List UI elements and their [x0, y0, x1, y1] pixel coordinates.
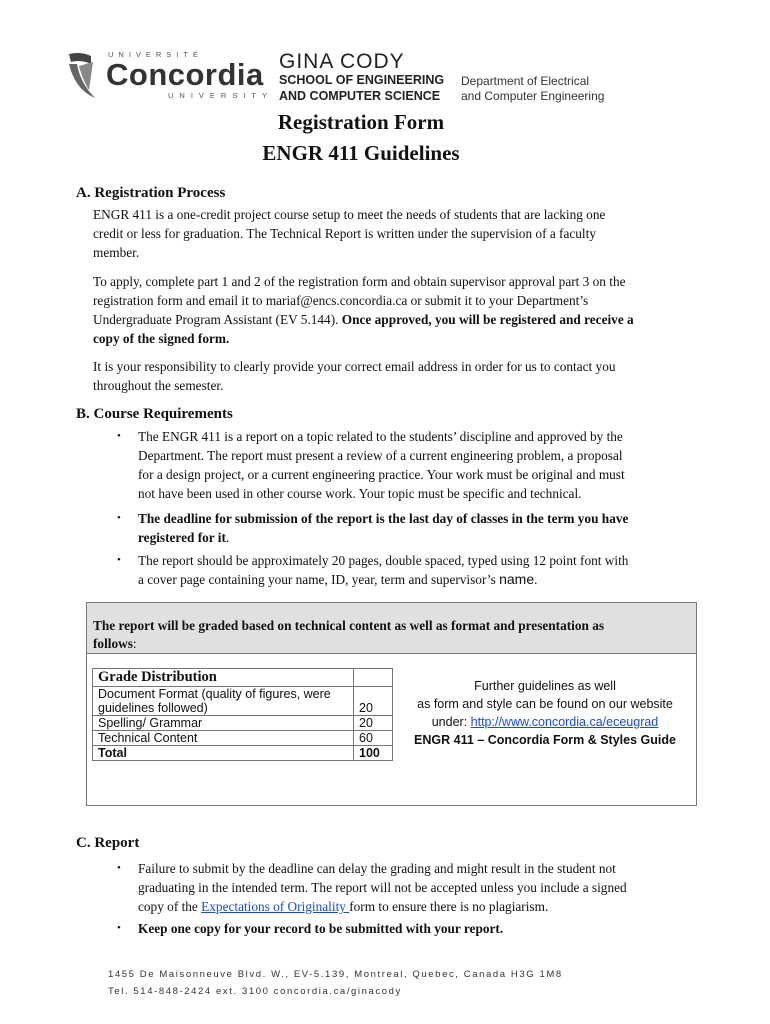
table-row: Technical Content 60 — [93, 731, 393, 746]
section-b-heading: B. Course Requirements — [76, 406, 233, 422]
section-a-paragraph-2: To apply, complete part 1 and 2 of the registration form and obtain supervisor approval part 3 on the registration form and email it to mariaf@encs.concordia.ca or submit it to your Department’s Undergraduate Program Assistant (EV 5.144). Once approved, you will be registered and receive a copy of the signed form. — [93, 274, 634, 346]
table-header: Grade Distribution — [93, 669, 354, 687]
bullet-icon: • — [117, 862, 121, 874]
section-c-heading: C. Report — [76, 835, 140, 851]
section-c-bullet-2: Keep one copy for your record to be submitted with your report. — [138, 921, 504, 936]
dept-line-1: Department of Electrical — [461, 74, 590, 88]
school-line-1: SCHOOL OF ENGINEERING — [279, 73, 445, 87]
page-title: Registration Form — [277, 110, 445, 134]
concordia-logo-icon — [67, 50, 107, 100]
section-a-heading: A. Registration Process — [76, 185, 226, 201]
school-name: GINA CODY — [279, 50, 405, 73]
section-b-bullet-2: The deadline for submission of the report is the last day of classes in the term you have registered for it. — [138, 511, 629, 545]
logo-bottom-text: UNIVERSITY — [168, 91, 274, 100]
logo-top-text: UNIVERSITÉ — [108, 50, 204, 59]
school-line-2: AND COMPUTER SCIENCE — [279, 89, 441, 103]
dept-line-2: and Computer Engineering — [461, 89, 605, 103]
footer-address: 1455 De Maisonneuve Blvd. W., EV-5.139, Montreal, Quebec, Canada H3G 1M8 — [108, 969, 563, 980]
expectations-of-originality-link[interactable]: Expectations of Originality — [201, 899, 350, 914]
bullet-icon: • — [117, 430, 121, 442]
section-b-bullet-3: The report should be approximately 20 pages, double spaced, typed using 12 point font with a cover page containing your name, ID, year, term and supervisor’s name. — [138, 553, 629, 587]
section-b-bullet-1: The ENGR 411 is a report on a topic related to the students’ discipline and approved by the Department. The report must present a review of a current engineering problem, a proposal for a design project, or a current engineering practice. Your work must be original and must not have been used in other course work. Your topic must be specific and technical. — [138, 429, 625, 501]
table-row-total: Total 100 — [93, 746, 393, 761]
table-header-row — [93, 669, 393, 687]
further-guidelines: Further guidelines as well as form and style can be found on our website under: http://www.concordia.ca/eceugrad ENGR 411 – Concordia Form & Styles Guide — [414, 679, 676, 747]
table-row: Spelling/ Grammar 20 — [93, 716, 393, 731]
footer-contact: Tel. 514-848-2424 ext. 3100 concordia.ca/ginacody — [108, 986, 402, 997]
bullet-icon: • — [117, 922, 121, 934]
table-row: Document Format (quality of figures, were guidelines followed) 20 — [93, 687, 393, 716]
section-a-paragraph-3: It is your responsibility to clearly provide your correct email address in order for us to contact you throughout the semester. — [93, 359, 616, 393]
section-a-paragraph-1: ENGR 411 is a one-credit project course setup to meet the needs of students that are lacking one credit or less for graduation. The Technical Report is written under the supervision of a faculty member. — [93, 207, 606, 260]
page-subtitle: ENGR 411 Guidelines — [262, 141, 460, 165]
bullet-icon: • — [117, 512, 121, 524]
grading-intro: The report will be graded based on technical content as well as format and presentation as follows: — [93, 618, 605, 651]
grade-distribution-table — [92, 668, 393, 761]
section-c-bullet-1: Failure to submit by the deadline can delay the grading and might result in the student not graduating in the intended term. The report will not be accepted unless you include a signed copy of the Expectations of Originality form to ensure there is no plagiarism. — [138, 861, 627, 914]
eceugrad-link[interactable]: http://www.concordia.ca/eceugrad — [470, 715, 659, 729]
logo-wordmark: Concordia — [106, 57, 264, 92]
bullet-icon: • — [117, 554, 121, 566]
